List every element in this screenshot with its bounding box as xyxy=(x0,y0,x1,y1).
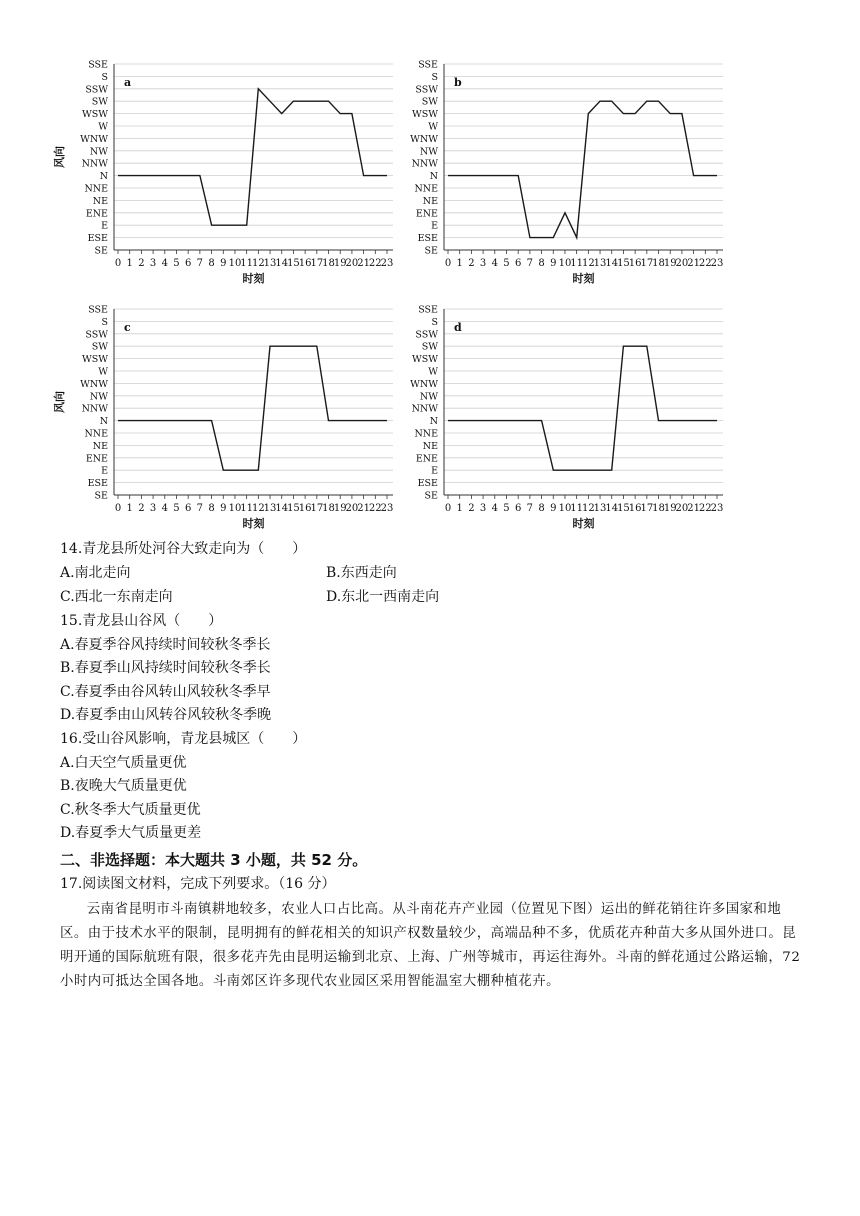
x-tick-label: 21 xyxy=(687,503,700,514)
panel-label: a xyxy=(124,76,132,89)
x-tick-label: 5 xyxy=(173,258,180,269)
y-tick-label: SSE xyxy=(88,59,108,71)
y-tick-label: SW xyxy=(91,341,108,353)
x-tick-label: 16 xyxy=(628,503,642,514)
y-tick-label: ESE xyxy=(417,478,438,490)
x-tick-label: 20 xyxy=(675,258,689,269)
x-tick-label: 10 xyxy=(558,258,572,269)
x-tick-label: 11 xyxy=(570,258,584,269)
q15-option-d: D.春夏季由山风转谷风较秋冬季晚 xyxy=(60,707,272,723)
y-tick-label: ENE xyxy=(415,453,438,465)
x-tick-label: 9 xyxy=(550,258,557,269)
q14-option-a: A.南北走向 xyxy=(60,565,131,581)
x-tick-label: 13 xyxy=(263,258,277,269)
x-tick-label: 15 xyxy=(617,258,630,269)
y-tick-label: W xyxy=(428,366,438,378)
y-tick-label: NNE xyxy=(84,183,108,195)
y-tick-label: NNW xyxy=(81,403,108,415)
x-tick-label: 14 xyxy=(605,503,619,514)
x-tick-label: 1 xyxy=(456,503,463,514)
x-tick-label: 3 xyxy=(149,258,157,269)
y-tick-label: NNE xyxy=(84,428,108,440)
x-tick-label: 11 xyxy=(570,503,584,514)
x-tick-label: 0 xyxy=(114,258,122,269)
q15-option-b: B.春夏季山风持续时间较秋冬季长 xyxy=(60,660,271,676)
chart-panel-d xyxy=(380,297,730,537)
y-tick-label: SW xyxy=(421,341,438,353)
question-15-stem: 15.青龙县山谷风（ ） xyxy=(60,613,223,629)
y-tick-label: NNW xyxy=(411,403,438,415)
x-tick-label: 9 xyxy=(220,503,227,514)
x-tick-label: 4 xyxy=(161,258,168,269)
x-tick-label: 13 xyxy=(593,258,607,269)
x-tick-label: 0 xyxy=(444,503,452,514)
x-tick-label: 22 xyxy=(368,258,382,269)
x-tick-label: 10 xyxy=(558,503,572,514)
y-tick-label: N xyxy=(99,171,108,183)
x-tick-label: 4 xyxy=(491,503,498,514)
x-tick-label: 5 xyxy=(503,258,510,269)
x-tick-label: 2 xyxy=(138,258,145,269)
x-tick-label: 15 xyxy=(287,258,300,269)
wind-direction-series-line xyxy=(118,89,387,225)
y-tick-label: N xyxy=(429,416,438,428)
y-tick-label: E xyxy=(101,465,108,477)
y-tick-label: N xyxy=(99,416,108,428)
x-tick-label: 5 xyxy=(173,503,180,514)
x-tick-label: 22 xyxy=(698,258,712,269)
y-tick-label: NW xyxy=(419,146,438,158)
q16-option-b: B.夜晚大气质量更优 xyxy=(60,778,187,794)
x-tick-label: 2 xyxy=(468,258,475,269)
section-2-title: 二、非选择题：本大题共 3 小题，共 52 分。 xyxy=(60,851,368,869)
x-tick-label: 14 xyxy=(605,258,619,269)
x-tick-label: 21 xyxy=(357,503,370,514)
panel-label: b xyxy=(454,76,462,89)
y-tick-label: ESE xyxy=(87,478,108,490)
x-tick-label: 20 xyxy=(345,258,359,269)
chart-svg xyxy=(380,52,730,292)
x-tick-label: 6 xyxy=(184,258,192,269)
x-tick-label: 22 xyxy=(698,503,712,514)
y-tick-label: ESE xyxy=(417,233,438,245)
x-tick-label: 23 xyxy=(710,258,724,269)
y-tick-label: SSW xyxy=(415,84,438,96)
x-tick-label: 16 xyxy=(298,258,312,269)
y-tick-label: SSW xyxy=(85,84,108,96)
x-tick-label: 6 xyxy=(514,258,522,269)
x-tick-label: 0 xyxy=(114,503,122,514)
q15-option-c: C.春夏季由谷风转山风较秋冬季早 xyxy=(60,684,271,700)
wind-direction-charts xyxy=(50,52,770,542)
y-tick-label: E xyxy=(101,220,108,232)
x-tick-label: 19 xyxy=(663,503,677,514)
x-tick-label: 12 xyxy=(251,503,265,514)
y-tick-label: NNE xyxy=(414,428,438,440)
x-tick-label: 13 xyxy=(263,503,277,514)
y-tick-label: NE xyxy=(422,440,438,452)
y-tick-label: NE xyxy=(422,195,438,207)
y-axis-title: 风向 xyxy=(53,391,66,413)
y-tick-label: S xyxy=(431,71,438,83)
y-tick-label: NNE xyxy=(414,183,438,195)
q16-option-a: A.白天空气质量更优 xyxy=(60,755,187,771)
x-tick-label: 2 xyxy=(468,503,475,514)
x-tick-label: 1 xyxy=(126,258,133,269)
x-tick-label: 20 xyxy=(345,503,359,514)
y-tick-label: NNW xyxy=(81,158,108,170)
x-axis-title: 时刻 xyxy=(572,272,595,285)
y-tick-label: WNW xyxy=(410,133,438,145)
y-tick-label: SE xyxy=(424,245,438,257)
chart-svg xyxy=(50,52,400,292)
y-tick-label: E xyxy=(431,220,438,232)
x-tick-label: 19 xyxy=(663,258,677,269)
question-14-stem: 14.青龙县所处河谷大致走向为（ ） xyxy=(60,541,307,557)
x-tick-label: 1 xyxy=(456,258,463,269)
x-tick-label: 23 xyxy=(380,258,394,269)
y-tick-label: W xyxy=(98,121,108,133)
y-tick-label: ENE xyxy=(85,208,108,220)
x-tick-label: 17 xyxy=(640,503,654,514)
x-tick-label: 19 xyxy=(333,503,347,514)
y-tick-label: NW xyxy=(419,391,438,403)
y-tick-label: S xyxy=(101,316,108,328)
y-tick-label: SE xyxy=(94,245,108,257)
x-tick-label: 23 xyxy=(380,503,394,514)
x-tick-label: 3 xyxy=(479,258,487,269)
x-tick-label: 18 xyxy=(652,503,665,514)
question-16-stem: 16.受山谷风影响，青龙县城区（ ） xyxy=(60,731,307,747)
y-axis-title: 风向 xyxy=(53,146,66,168)
panel-label: c xyxy=(124,321,131,334)
question-17-stem: 17.阅读图文材料，完成下列要求。（16 分） xyxy=(60,876,336,892)
y-tick-label: W xyxy=(98,366,108,378)
x-tick-label: 9 xyxy=(220,258,227,269)
x-axis-title: 时刻 xyxy=(242,517,265,530)
x-tick-label: 7 xyxy=(196,258,204,269)
x-tick-label: 15 xyxy=(287,503,300,514)
x-tick-label: 1 xyxy=(126,503,133,514)
x-tick-label: 3 xyxy=(479,503,487,514)
x-tick-label: 8 xyxy=(208,258,215,269)
x-tick-label: 16 xyxy=(298,503,312,514)
x-tick-label: 18 xyxy=(322,258,335,269)
x-tick-label: 22 xyxy=(368,503,382,514)
x-tick-label: 5 xyxy=(503,503,510,514)
q15-option-a: A.春夏季谷风持续时间较秋冬季长 xyxy=(60,637,271,653)
x-tick-label: 7 xyxy=(526,258,534,269)
x-tick-label: 15 xyxy=(617,503,630,514)
y-tick-label: WSW xyxy=(411,354,438,366)
x-tick-label: 6 xyxy=(184,503,192,514)
q14-option-d: D.东北一西南走向 xyxy=(326,589,440,605)
y-tick-label: WNW xyxy=(410,378,438,390)
x-tick-label: 9 xyxy=(550,503,557,514)
x-tick-label: 16 xyxy=(628,258,642,269)
y-tick-label: ESE xyxy=(87,233,108,245)
y-tick-label: W xyxy=(428,121,438,133)
x-tick-label: 14 xyxy=(275,258,289,269)
x-tick-label: 12 xyxy=(581,503,595,514)
x-tick-label: 11 xyxy=(240,258,254,269)
y-tick-label: NNW xyxy=(411,158,438,170)
x-tick-label: 11 xyxy=(240,503,254,514)
q16-option-d: D.春夏季大气质量更差 xyxy=(60,825,202,841)
y-tick-label: WSW xyxy=(81,109,108,121)
x-tick-label: 4 xyxy=(161,503,168,514)
x-tick-label: 21 xyxy=(687,258,700,269)
x-axis-title: 时刻 xyxy=(572,517,595,530)
x-tick-label: 2 xyxy=(138,503,145,514)
x-tick-label: 13 xyxy=(593,503,607,514)
x-tick-label: 8 xyxy=(538,503,545,514)
y-tick-label: SSE xyxy=(418,59,438,71)
y-tick-label: SE xyxy=(424,490,438,502)
x-tick-label: 17 xyxy=(640,258,654,269)
chart-svg xyxy=(50,297,400,537)
x-axis-title: 时刻 xyxy=(242,272,265,285)
y-tick-label: WSW xyxy=(81,354,108,366)
y-tick-label: SSW xyxy=(85,329,108,341)
q14-option-b: B.东西走向 xyxy=(326,565,397,581)
y-tick-label: SW xyxy=(421,96,438,108)
y-tick-label: SW xyxy=(91,96,108,108)
q14-option-c: C.西北一东南走向 xyxy=(60,589,173,605)
question-17-passage: 云南省昆明市斗南镇耕地较多，农业人口占比高。从斗南花卉产业园（位置见下图）运出的鲜花销往许多国家和地区。由于技术水平的限制，昆明拥有的鲜花相关的知识产权数量较少，高端品种不多，优质花卉种苗大多从国外进口。昆明开通的国际航班有限，很多花卉先由昆明运输到北京、上海、广州等城市，再运往海外。斗南的鲜花通过公路运输，72 小时内可抵达全国各地。斗南郊区许多现代农业园区采用智能温室大棚种植花卉。 xyxy=(60,902,801,989)
y-tick-label: NW xyxy=(89,391,108,403)
x-tick-label: 23 xyxy=(710,503,724,514)
y-tick-label: S xyxy=(101,71,108,83)
y-tick-label: WNW xyxy=(80,378,108,390)
x-tick-label: 8 xyxy=(208,503,215,514)
x-tick-label: 10 xyxy=(228,258,242,269)
x-tick-label: 17 xyxy=(310,258,324,269)
y-tick-label: SSE xyxy=(88,304,108,316)
x-tick-label: 0 xyxy=(444,258,452,269)
x-tick-label: 3 xyxy=(149,503,157,514)
y-tick-label: WNW xyxy=(80,133,108,145)
y-tick-label: SSW xyxy=(415,329,438,341)
x-tick-label: 6 xyxy=(514,503,522,514)
y-tick-label: WSW xyxy=(411,109,438,121)
q16-option-c: C.秋冬季大气质量更优 xyxy=(60,802,201,818)
x-tick-label: 4 xyxy=(491,258,498,269)
y-tick-label: ENE xyxy=(415,208,438,220)
x-tick-label: 10 xyxy=(228,503,242,514)
x-tick-label: 18 xyxy=(322,503,335,514)
y-tick-label: E xyxy=(431,465,438,477)
y-tick-label: NE xyxy=(92,440,108,452)
x-tick-label: 8 xyxy=(538,258,545,269)
x-tick-label: 7 xyxy=(196,503,204,514)
x-tick-label: 18 xyxy=(652,258,665,269)
y-tick-label: NW xyxy=(89,146,108,158)
y-tick-label: SE xyxy=(94,490,108,502)
x-tick-label: 20 xyxy=(675,503,689,514)
x-tick-label: 19 xyxy=(333,258,347,269)
x-tick-label: 7 xyxy=(526,503,534,514)
x-tick-label: 12 xyxy=(251,258,265,269)
y-tick-label: NE xyxy=(92,195,108,207)
y-tick-label: S xyxy=(431,316,438,328)
x-tick-label: 12 xyxy=(581,258,595,269)
chart-panel-b xyxy=(380,52,730,292)
y-tick-label: ENE xyxy=(85,453,108,465)
x-tick-label: 14 xyxy=(275,503,289,514)
x-tick-label: 17 xyxy=(310,503,324,514)
chart-panel-c xyxy=(50,297,400,537)
chart-svg xyxy=(380,297,730,537)
y-tick-label: SSE xyxy=(418,304,438,316)
x-tick-label: 21 xyxy=(357,258,370,269)
chart-panel-a xyxy=(50,52,400,292)
panel-label: d xyxy=(454,321,462,334)
wind-direction-series-line xyxy=(448,101,717,237)
y-tick-label: N xyxy=(429,171,438,183)
